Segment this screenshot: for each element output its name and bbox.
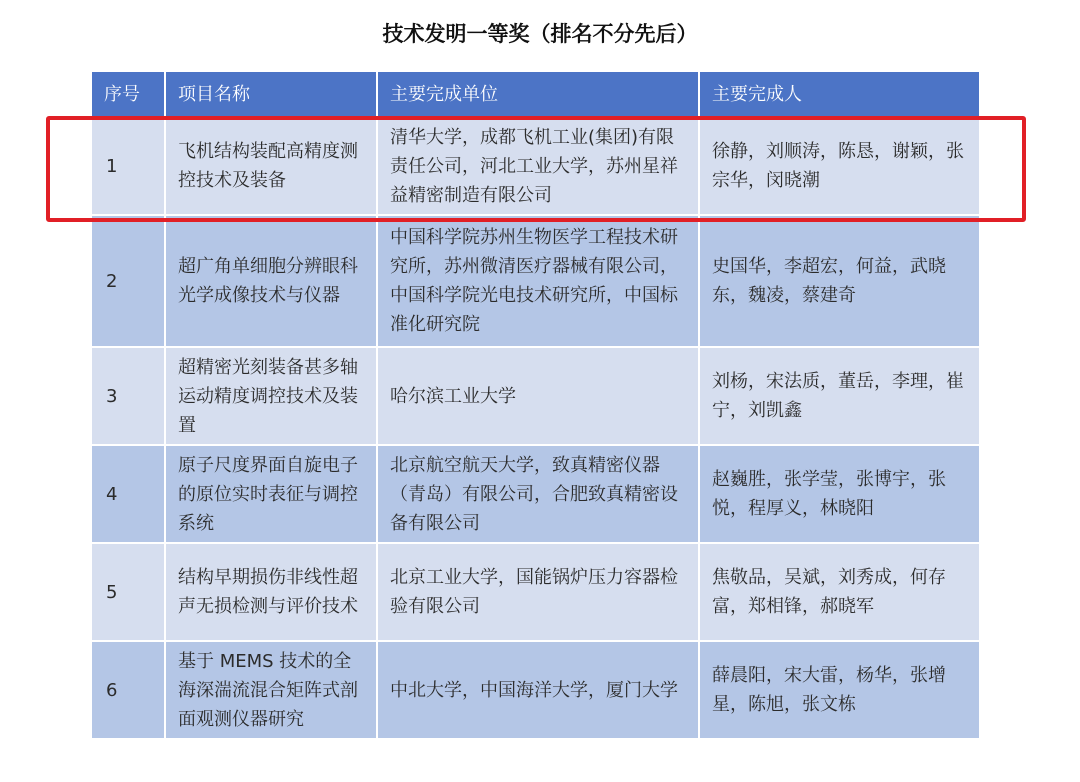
project-name: 结构早期损伤非线性超声无损检测与评价技术 — [165, 543, 377, 641]
table-row — [91, 215, 980, 347]
table-row — [91, 543, 980, 641]
main-units: 中北大学，中国海洋大学，厦门大学 — [377, 641, 699, 739]
table-row — [91, 641, 980, 739]
main-units: 中国科学院苏州生物医学工程技术研究所，苏州微清医疗器械有限公司，中国科学院光电技术研究所，中国标准化研究院 — [377, 215, 699, 347]
main-people: 焦敬品，吴斌，刘秀成，何存富，郑相锋，郝晓军 — [699, 543, 980, 641]
table-row — [91, 445, 980, 543]
main-people: 史国华，李超宏，何益，武晓东，魏凌，蔡建奇 — [699, 215, 980, 347]
row-number: 6 — [91, 641, 165, 739]
main-units: 北京航空航天大学，致真精密仪器（青岛）有限公司，合肥致真精密设备有限公司 — [377, 445, 699, 543]
header-main-units: 主要完成单位 — [377, 71, 699, 117]
main-units: 北京工业大学，国能锅炉压力容器检验有限公司 — [377, 543, 699, 641]
main-people: 薛晨阳，宋大雷，杨华，张增星，陈旭，张文栋 — [699, 641, 980, 739]
project-name: 基于 MEMS 技术的全海深湍流混合矩阵式剖面观测仪器研究 — [165, 641, 377, 739]
row-number: 1 — [91, 117, 165, 215]
project-name: 超广角单细胞分辨眼科光学成像技术与仪器 — [165, 215, 377, 347]
header-project-name: 项目名称 — [165, 71, 377, 117]
main-units: 哈尔滨工业大学 — [377, 347, 699, 445]
project-name: 超精密光刻装备甚多轴运动精度调控技术及装置 — [165, 347, 377, 445]
row-number: 4 — [91, 445, 165, 543]
main-people: 刘杨，宋法质，董岳，李理，崔宁，刘凯鑫 — [699, 347, 980, 445]
table-header-row — [91, 71, 980, 117]
page-title: 技术发明一等奖（排名不分先后） — [382, 22, 698, 46]
project-name: 原子尺度界面自旋电子的原位实时表征与调控系统 — [165, 445, 377, 543]
table-row — [91, 347, 980, 445]
main-people: 徐静，刘顺涛，陈恳，谢颖，张宗华，闵晓潮 — [699, 117, 980, 215]
row-number: 5 — [91, 543, 165, 641]
header-number: 序号 — [91, 71, 165, 117]
main-units: 清华大学，成都飞机工业(集团)有限责任公司，河北工业大学，苏州星祥益精密制造有限公司 — [377, 117, 699, 215]
project-name: 飞机结构装配高精度测控技术及装备 — [165, 117, 377, 215]
row-number: 2 — [91, 215, 165, 347]
main-people: 赵巍胜，张学莹，张博宇，张悦，程厚义，林晓阳 — [699, 445, 980, 543]
header-main-people: 主要完成人 — [699, 71, 980, 117]
row-number: 3 — [91, 347, 165, 445]
highlight-box — [46, 116, 1026, 222]
